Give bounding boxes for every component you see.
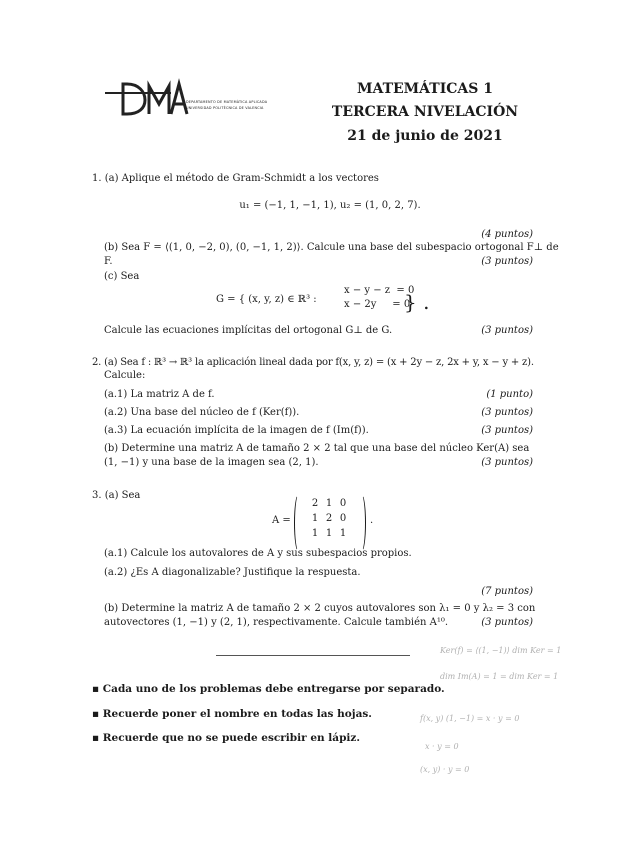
p1-c-lhs-text: G = { (x, y, z) ∈ ℝ³ :	[216, 294, 317, 305]
p2-a3-points: (3 puntos)	[481, 425, 533, 436]
p1-a-formula: u₁ = (−1, 1, −1, 1), u₂ = (1, 0, 2, 7).	[239, 200, 421, 211]
handwriting-line: dim Im(A) = 1 = dim Ker = 1	[440, 672, 559, 681]
p1-a-points: (4 puntos)	[481, 229, 533, 240]
p3-matrix	[294, 494, 366, 550]
p3-a-label: 3. (a) Sea	[92, 490, 141, 501]
p1-c-label: (c) Sea	[104, 271, 140, 282]
p3-matrix-end: .	[370, 515, 374, 526]
matrix-cell: 1	[311, 513, 319, 524]
matrix-cell: 2	[311, 498, 319, 509]
note-text: Recuerde poner el nombre en todas las hojas.	[102, 708, 372, 720]
page-subtitle: TERCERA NIVELACIÓN	[331, 104, 519, 120]
exam-date: 21 de junio de 2021	[347, 128, 503, 144]
matrix-cell: 1	[325, 528, 333, 539]
p1-b-points: (3 puntos)	[481, 256, 533, 267]
handwriting-line: (x, y) · y = 0	[420, 765, 470, 774]
bullet-icon: ▪	[92, 732, 103, 744]
page-title: MATEMÁTICAS 1	[357, 81, 493, 97]
note-text: Cada uno de los problemas debe entregarse por separado.	[102, 683, 445, 695]
p2-a3: (a.3) La ecuación implícita de la imagen de f (Im(f)).	[104, 425, 369, 436]
p1-c-eq1: x − y − z = 0	[344, 285, 415, 296]
p1-a-text: 1. (a) Aplique el método de Gram-Schmidt a los vectores	[92, 173, 379, 184]
matrix-left-paren	[294, 494, 303, 552]
p2-b-line1: (b) Determine una matriz A de tamaño 2 × 2 tal que una base del núcleo Ker(A) sea	[104, 443, 530, 454]
p1-c-eq2: x − 2y = 0	[344, 299, 411, 310]
p1-c-text: Calcule las ecuaciones implícitas del ortogonal G⊥ de G.	[104, 325, 393, 336]
logo-caption-2: UNIVERSIDAD POLITÉCNICA DE VALENCIA	[186, 106, 264, 110]
p3-a-points: (7 puntos)	[481, 586, 533, 597]
p3-b-line2: autovectores (1, −1) y (2, 1), respectivamente. Calcule también A¹⁰.	[104, 617, 449, 628]
matrix-right-paren	[357, 494, 366, 552]
matrix-cell: 1	[325, 498, 333, 509]
p3-matrix-lhs: A =	[272, 515, 291, 526]
matrix-cell: 1	[311, 528, 319, 539]
p2-b-points: (3 puntos)	[481, 457, 533, 468]
p2-a1: (a.1) La matriz A de f.	[104, 389, 215, 400]
p2-a-line1: 2. (a) Sea f : ℝ³ → ℝ³ la aplicación lineal dada por f(x, y, z) = (x + 2y − z, 2x + y, x − y + z).	[92, 357, 534, 368]
p1-b-line1: (b) Sea F = ⟨(1, 0, −2, 0), (0, −1, 1, 2)⟩. Calcule una base del subespacio ortogonal F⊥ de	[104, 242, 559, 253]
bullet-icon: ▪	[92, 708, 103, 720]
matrix-cell: 1	[339, 528, 347, 539]
p3-b-line1: (b) Determine la matriz A de tamaño 2 × 2 cuyos autovalores son λ₁ = 0 y λ₂ = 3 con	[104, 603, 536, 614]
handwriting-line: f(x, y) (1, −1) = x · y = 0	[420, 714, 520, 723]
matrix-cell: 0	[339, 513, 347, 524]
handwriting-line: Ker(f) = ⟨(1, −1)⟩ dim Ker = 1	[440, 646, 562, 655]
p1-b-line2: F.	[104, 256, 113, 267]
p3-a1: (a.1) Calcule los autovalores de A y sus subespacios propios.	[104, 548, 412, 559]
note-text: Recuerde que no se puede escribir en lápiz.	[102, 732, 361, 744]
p2-a2-points: (3 puntos)	[481, 407, 533, 418]
p2-a1-points: (1 punto)	[486, 389, 533, 400]
logo-icon	[105, 78, 285, 118]
handwriting-line: x · y = 0	[425, 742, 459, 751]
matrix-cell: 2	[325, 513, 333, 524]
note-item	[92, 707, 372, 721]
p3-a2: (a.2) ¿Es A diagonalizable? Justifique la respuesta.	[104, 567, 361, 578]
p1-c-formula-lhs	[216, 294, 317, 306]
logo-caption-1: DEPARTAMENTO DE MATEMÀTICA APLICADA	[186, 100, 268, 104]
p3-b-points: (3 puntos)	[481, 617, 533, 628]
matrix-grid	[308, 498, 350, 543]
matrix-cell: 0	[339, 498, 347, 509]
p1-c-formula-rhs: } .	[404, 290, 430, 314]
note-item	[92, 731, 360, 745]
bullet-icon: ▪	[92, 683, 103, 695]
p2-a-line2: Calcule:	[104, 370, 146, 381]
p2-b-line2: (1, −1) y una base de la imagen sea (2, 1).	[104, 457, 319, 468]
separator-line	[216, 655, 410, 656]
p2-a2: (a.2) Una base del núcleo de f (Ker(f)).	[104, 407, 300, 418]
note-item	[92, 682, 445, 696]
logo	[105, 78, 285, 118]
p1-c-points: (3 puntos)	[481, 325, 533, 336]
